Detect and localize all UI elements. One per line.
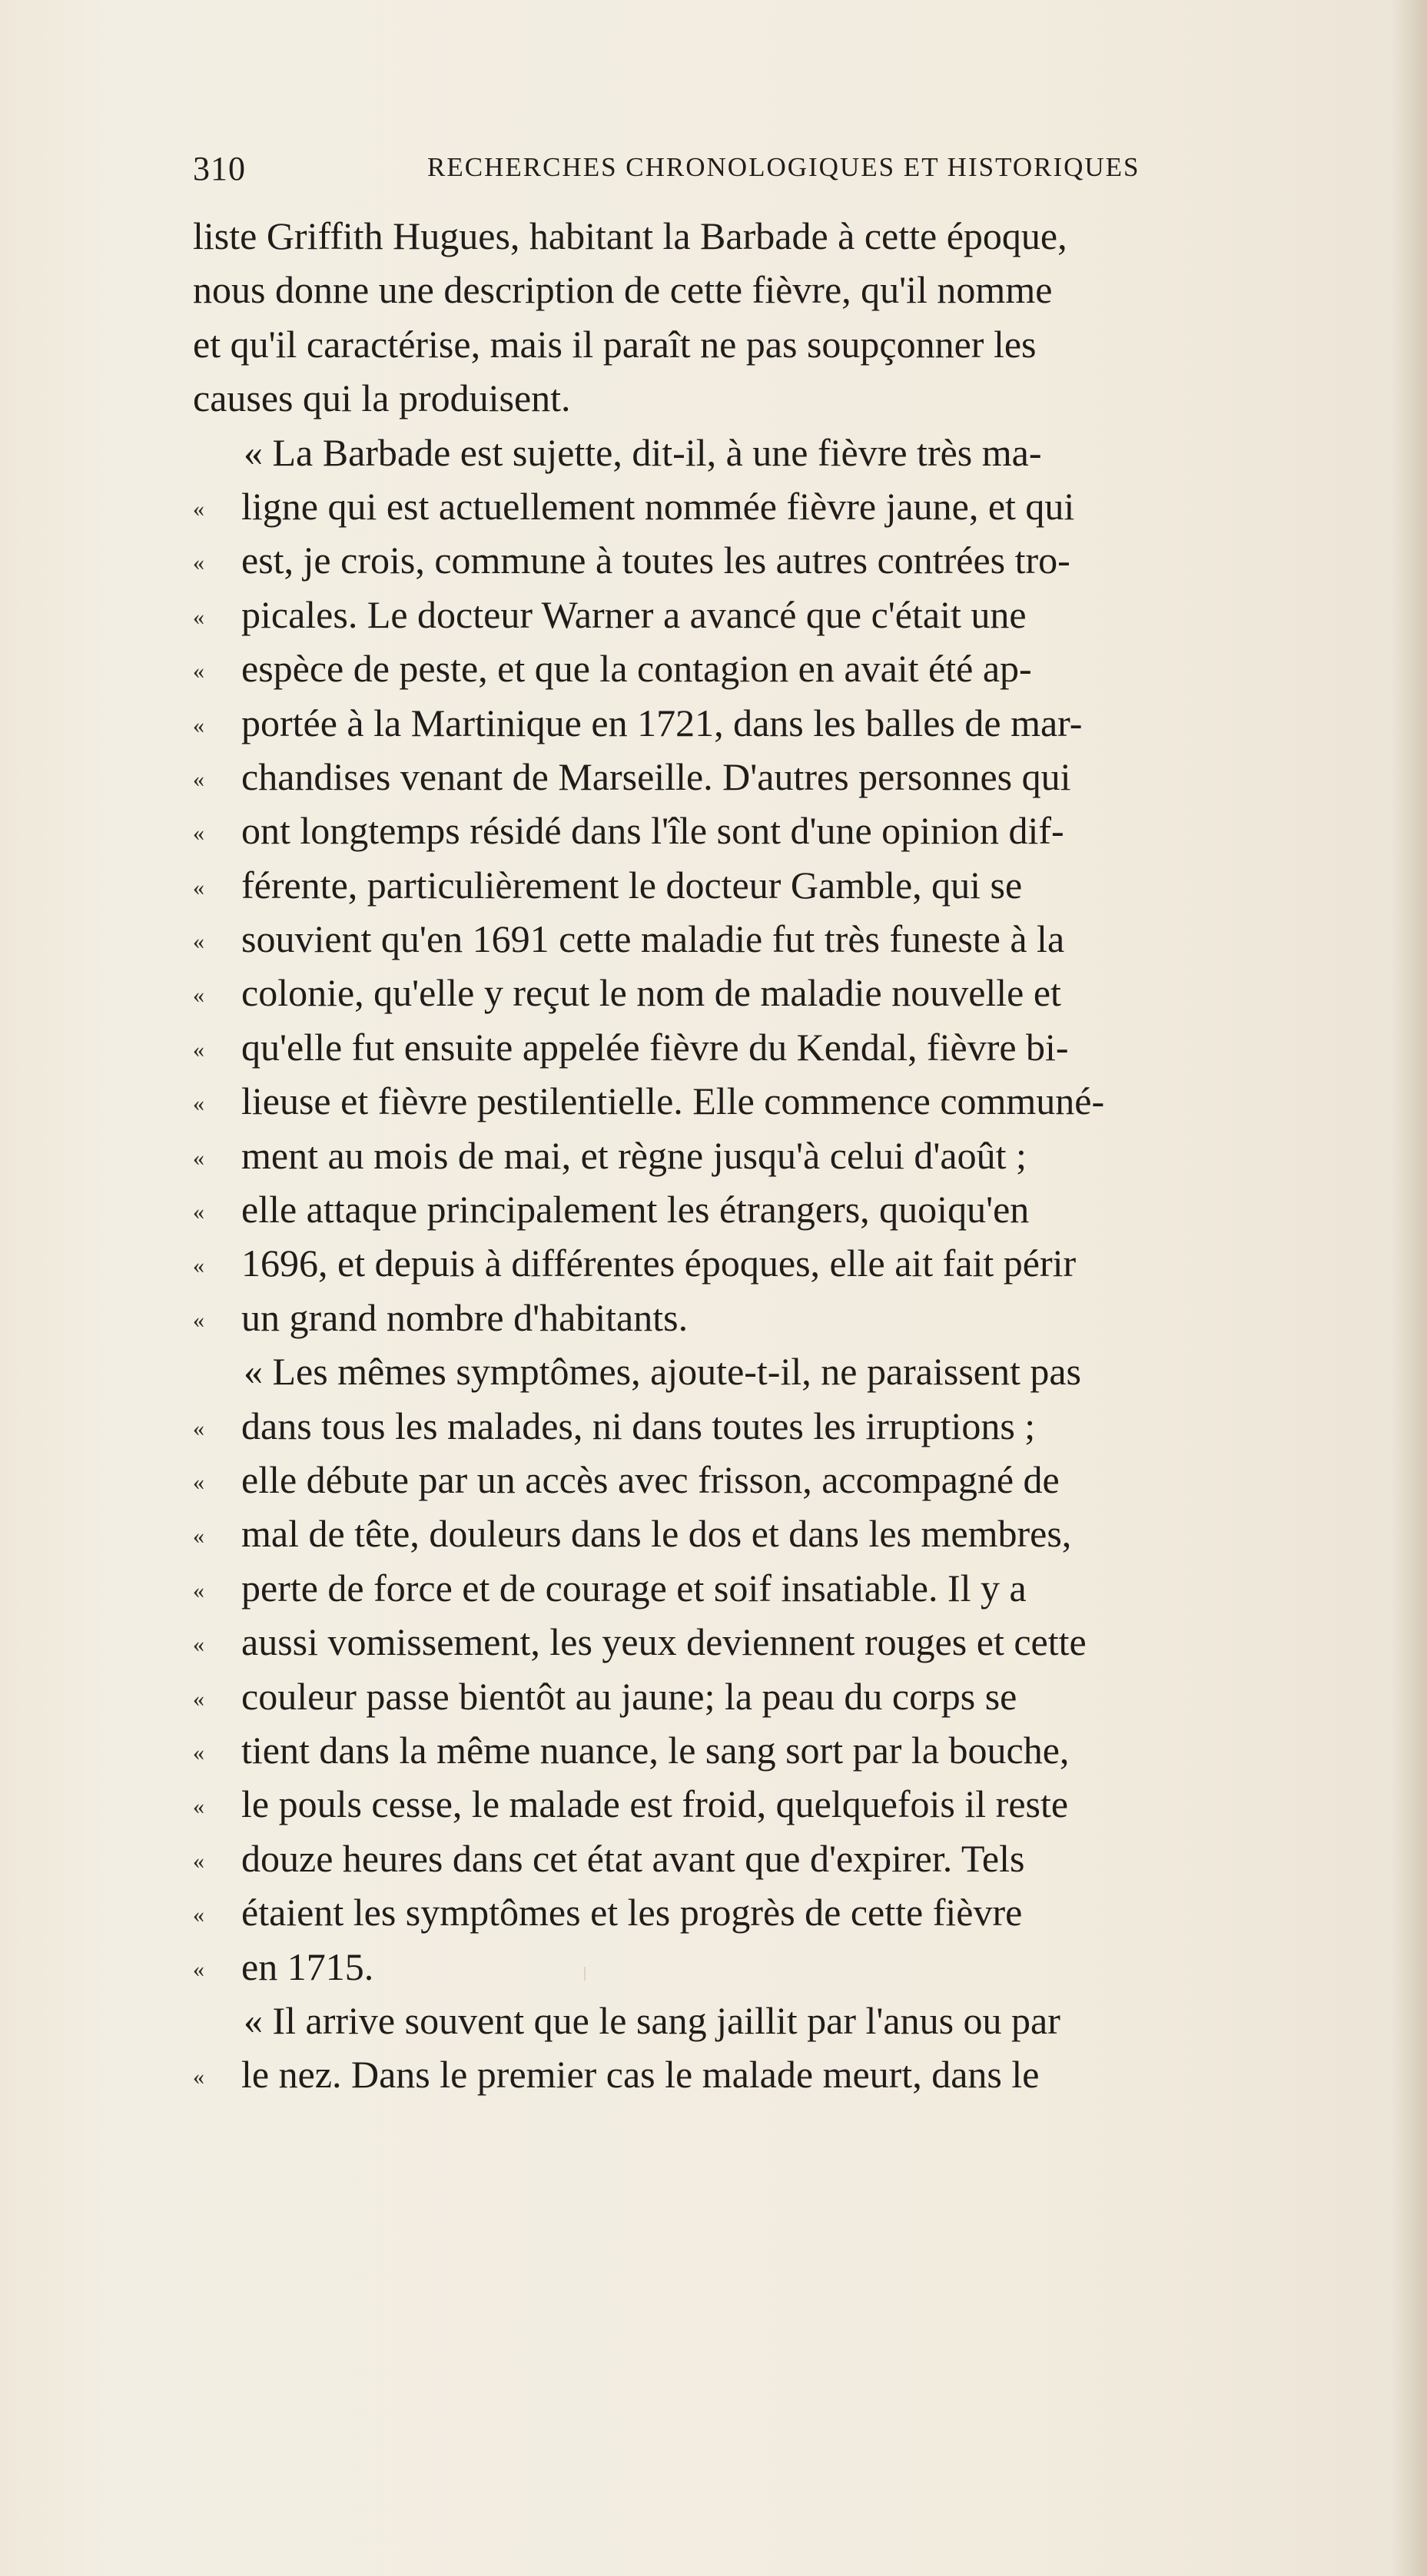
body-text bbox=[193, 209, 1361, 2102]
line-text: ligne qui est actuellement nommée fièvre jaune, et qui bbox=[241, 484, 1075, 528]
page-edge-shadow bbox=[1392, 0, 1427, 2576]
quoted-line bbox=[193, 858, 1361, 912]
line-text: un grand nombre d'habitants. bbox=[241, 1295, 689, 1339]
paragraph-start-line bbox=[193, 426, 1361, 479]
quoted-line bbox=[193, 696, 1361, 750]
quoted-line bbox=[193, 588, 1361, 642]
guillemet-mark: « bbox=[193, 1902, 204, 1928]
line-text: tient dans la même nuance, le sang sort par la bouche, bbox=[241, 1728, 1070, 1772]
quoted-line bbox=[193, 1615, 1361, 1669]
line-text: dans tous les malades, ni dans toutes les irruptions ; bbox=[241, 1404, 1036, 1447]
guillemet-mark: « bbox=[193, 1091, 204, 1117]
paragraph-start-line bbox=[193, 1994, 1361, 2047]
quoted-line bbox=[193, 1182, 1361, 1236]
guillemet-mark: « bbox=[193, 1686, 204, 1712]
line-text: douze heures dans cet état avant que d'expirer. Tels bbox=[241, 1836, 1025, 1880]
page-number: 310 bbox=[193, 150, 246, 187]
line-text: férente, particulièrement le docteur Gamble, qui se bbox=[241, 863, 1023, 907]
line-text: nous donne une description de cette fièvre, qu'il nomme bbox=[193, 268, 1053, 312]
guillemet-mark: « bbox=[193, 1415, 204, 1441]
line-text: picales. Le docteur Warner a avancé que c'était une bbox=[241, 592, 1027, 636]
guillemet-mark: « bbox=[193, 766, 204, 792]
line-text: souvient qu'en 1691 cette maladie fut très funeste à la bbox=[241, 917, 1065, 961]
guillemet-mark: « bbox=[193, 496, 204, 522]
running-header bbox=[193, 149, 1192, 195]
quoted-line bbox=[193, 750, 1361, 804]
guillemet-mark: « bbox=[193, 1632, 204, 1658]
guillemet-mark: « bbox=[193, 983, 204, 1009]
guillemet-mark: « bbox=[193, 1199, 204, 1225]
line-text: aussi vomissement, les yeux deviennent rouges et cette bbox=[241, 1620, 1087, 1664]
line-text: le nez. Dans le premier cas le malade meurt, dans le bbox=[241, 2053, 1040, 2097]
quoted-line bbox=[193, 1399, 1361, 1453]
text-line bbox=[193, 317, 1361, 371]
line-text: espèce de peste, et que la contagion en avait été ap- bbox=[241, 647, 1032, 691]
text-line bbox=[193, 209, 1361, 263]
quoted-line bbox=[193, 1236, 1361, 1290]
line-text: « Il arrive souvent que le sang jaillit par l'anus ou par bbox=[244, 1998, 1060, 2042]
guillemet-mark: « bbox=[193, 658, 204, 685]
quoted-line bbox=[193, 1885, 1361, 1939]
line-text: le pouls cesse, le malade est froid, quelquefois il reste bbox=[241, 1782, 1069, 1826]
guillemet-mark: « bbox=[193, 1956, 204, 1982]
quoted-line bbox=[193, 1074, 1361, 1128]
paper-speck bbox=[584, 1967, 586, 1981]
quoted-line bbox=[193, 2047, 1361, 2101]
guillemet-mark: « bbox=[193, 712, 204, 738]
guillemet-mark: « bbox=[193, 2064, 204, 2090]
guillemet-mark: « bbox=[193, 1739, 204, 1765]
line-text: 1696, et depuis à différentes époques, elle ait fait périr bbox=[241, 1242, 1077, 1285]
line-text: ment au mois de mai, et règne jusqu'à celui d'août ; bbox=[241, 1133, 1027, 1177]
line-text: portée à la Martinique en 1721, dans les balles de mar- bbox=[241, 701, 1083, 744]
quoted-line bbox=[193, 1020, 1361, 1074]
line-text: mal de tête, douleurs dans le dos et dans les membres, bbox=[241, 1512, 1072, 1556]
guillemet-mark: « bbox=[193, 1469, 204, 1495]
line-text: étaient les symptômes et les progrès de cette fièvre bbox=[241, 1891, 1023, 1934]
quoted-line bbox=[193, 1291, 1361, 1344]
quoted-line bbox=[193, 642, 1361, 695]
line-text: couleur passe bientôt au jaune; la peau du corps se bbox=[241, 1674, 1017, 1718]
line-text: causes qui la produisent. bbox=[193, 376, 571, 420]
guillemet-mark: « bbox=[193, 874, 204, 900]
line-text: est, je crois, commune à toutes les autres contrées tro- bbox=[241, 539, 1070, 582]
guillemet-mark: « bbox=[193, 1307, 204, 1333]
line-text: ont longtemps résidé dans l'île sont d'une opinion dif- bbox=[241, 809, 1064, 853]
guillemet-mark: « bbox=[193, 1253, 204, 1279]
quoted-line bbox=[193, 1453, 1361, 1507]
line-text: chandises venant de Marseille. D'autres personnes qui bbox=[241, 754, 1071, 798]
guillemet-mark: « bbox=[193, 604, 204, 630]
line-text: « La Barbade est sujette, dit-il, à une fièvre très ma- bbox=[244, 430, 1042, 474]
line-text: qu'elle fut ensuite appelée fièvre du Kendal, fièvre bi- bbox=[241, 1025, 1069, 1069]
line-text: colonie, qu'elle y reçut le nom de maladie nouvelle et bbox=[241, 971, 1061, 1015]
line-text: « Les mêmes symptômes, ajoute-t-il, ne paraissent pas bbox=[244, 1350, 1082, 1394]
guillemet-mark: « bbox=[193, 1036, 204, 1063]
guillemet-mark: « bbox=[193, 1794, 204, 1820]
line-text: liste Griffith Hugues, habitant la Barbade à cette époque, bbox=[193, 214, 1067, 257]
quoted-line bbox=[193, 533, 1361, 587]
quoted-line bbox=[193, 1129, 1361, 1182]
quoted-line bbox=[193, 479, 1361, 533]
guillemet-mark: « bbox=[193, 1523, 204, 1550]
line-text: et qu'il caractérise, mais il paraît ne pas soupçonner les bbox=[193, 322, 1037, 366]
guillemet-mark: « bbox=[193, 929, 204, 955]
paragraph-start-line bbox=[193, 1344, 1361, 1398]
quoted-line bbox=[193, 912, 1361, 966]
quoted-line bbox=[193, 1940, 1361, 1994]
line-text: en 1715. bbox=[241, 1944, 374, 1988]
guillemet-mark: « bbox=[193, 1145, 204, 1171]
quoted-line bbox=[193, 1723, 1361, 1777]
line-text: elle débute par un accès avec frisson, accompagné de bbox=[241, 1457, 1060, 1501]
quoted-line bbox=[193, 1832, 1361, 1885]
guillemet-mark: « bbox=[193, 550, 204, 576]
guillemet-mark: « bbox=[193, 1577, 204, 1603]
quoted-line bbox=[193, 1777, 1361, 1831]
guillemet-mark: « bbox=[193, 1848, 204, 1874]
quoted-line bbox=[193, 1561, 1361, 1615]
quoted-line bbox=[193, 1669, 1361, 1723]
line-text: lieuse et fièvre pestilentielle. Elle commence communé- bbox=[241, 1079, 1105, 1123]
line-text: perte de force et de courage et soif insatiable. Il y a bbox=[241, 1566, 1027, 1610]
text-line bbox=[193, 371, 1361, 425]
running-title: RECHERCHES CHRONOLOGIQUES ET HISTORIQUES bbox=[427, 152, 1140, 182]
quoted-line bbox=[193, 966, 1361, 1019]
text-line bbox=[193, 263, 1361, 317]
line-text: elle attaque principalement les étrangers, quoiqu'en bbox=[241, 1188, 1030, 1232]
quoted-line bbox=[193, 804, 1361, 857]
quoted-line bbox=[193, 1507, 1361, 1560]
guillemet-mark: « bbox=[193, 821, 204, 847]
